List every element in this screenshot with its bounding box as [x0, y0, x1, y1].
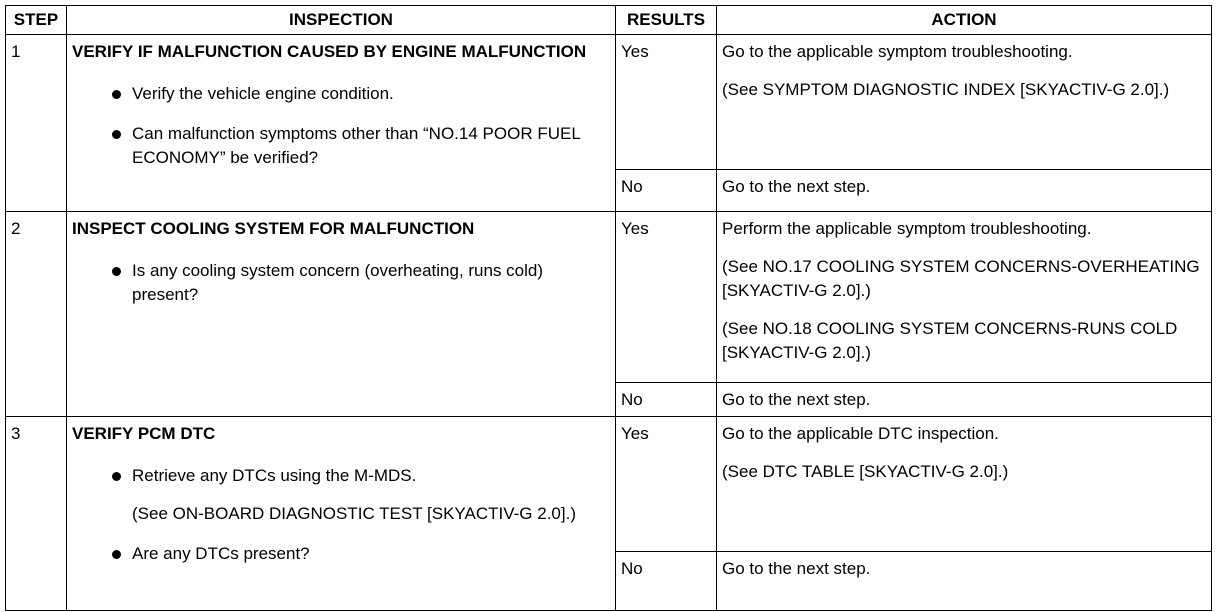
action-text: Go to the applicable DTC inspection. — [722, 424, 999, 443]
action-yes — [717, 212, 1212, 383]
bullet-icon — [112, 472, 121, 481]
action-text: Go to the next step. — [722, 390, 871, 409]
header-results: RESULTS — [616, 6, 717, 35]
action-text: Go to the next step. — [722, 559, 871, 578]
header-row — [6, 6, 1212, 35]
inspection-title: VERIFY PCM DTC — [72, 424, 216, 443]
step-number: 3 — [6, 417, 67, 611]
diagnostic-procedure-table — [5, 5, 1212, 611]
bullet-reference: (See ON-BOARD DIAGNOSTIC TEST [SKYACTIV-G 2.0].) — [132, 504, 576, 523]
inspection-cell — [67, 212, 616, 417]
bullet-icon — [112, 550, 121, 559]
action-reference: (See DTC TABLE [SKYACTIV-G 2.0].) — [722, 462, 1009, 481]
inspection-bullets — [72, 259, 610, 307]
result-yes: Yes — [616, 212, 717, 383]
inspection-title: VERIFY IF MALFUNCTION CAUSED BY ENGINE MALFUNCTION — [72, 42, 587, 61]
result-yes: Yes — [616, 35, 717, 170]
bullet-item: Is any cooling system concern (overheating, runs cold) present? — [72, 259, 610, 307]
action-no — [717, 552, 1212, 611]
inspection-title: INSPECT COOLING SYSTEM FOR MALFUNCTION — [72, 219, 475, 238]
action-no — [717, 170, 1212, 212]
action-yes — [717, 35, 1212, 170]
bullet-icon — [112, 90, 121, 99]
step-number: 1 — [6, 35, 67, 212]
action-reference: (See SYMPTOM DIAGNOSTIC INDEX [SKYACTIV-G 2.0].) — [722, 80, 1170, 99]
action-reference: (See NO.18 COOLING SYSTEM CONCERNS-RUNS COLD [SKYACTIV-G 2.0].) — [722, 319, 1178, 362]
header-action: ACTION — [717, 6, 1212, 35]
result-yes: Yes — [616, 417, 717, 552]
bullet-item: Retrieve any DTCs using the M-MDS. (See ON-BOARD DIAGNOSTIC TEST [SKYACTIV-G 2.0].) — [72, 464, 610, 526]
inspection-cell — [67, 35, 616, 212]
bullet-item: Can malfunction symptoms other than “NO.14 POOR FUEL ECONOMY” be verified? — [72, 122, 610, 170]
inspection-bullets — [72, 464, 610, 566]
action-text: Perform the applicable symptom troubleshooting. — [722, 219, 1092, 238]
step-1-yes-row — [6, 35, 1212, 170]
bullet-item: Verify the vehicle engine condition. — [72, 82, 610, 106]
header-inspection: INSPECTION — [67, 6, 616, 35]
bullet-icon — [112, 267, 121, 276]
header-step: STEP — [6, 6, 67, 35]
step-3-yes-row — [6, 417, 1212, 552]
bullet-item: Are any DTCs present? — [72, 542, 610, 566]
result-no: No — [616, 383, 717, 417]
result-no: No — [616, 552, 717, 611]
inspection-bullets — [72, 82, 610, 170]
bullet-icon — [112, 130, 121, 139]
action-no — [717, 383, 1212, 417]
step-2-yes-row — [6, 212, 1212, 383]
action-yes — [717, 417, 1212, 552]
action-text: Go to the applicable symptom troubleshooting. — [722, 42, 1073, 61]
inspection-cell — [67, 417, 616, 611]
action-reference: (See NO.17 COOLING SYSTEM CONCERNS-OVERHEATING [SKYACTIV-G 2.0].) — [722, 257, 1200, 300]
step-number: 2 — [6, 212, 67, 417]
result-no: No — [616, 170, 717, 212]
action-text: Go to the next step. — [722, 177, 871, 196]
